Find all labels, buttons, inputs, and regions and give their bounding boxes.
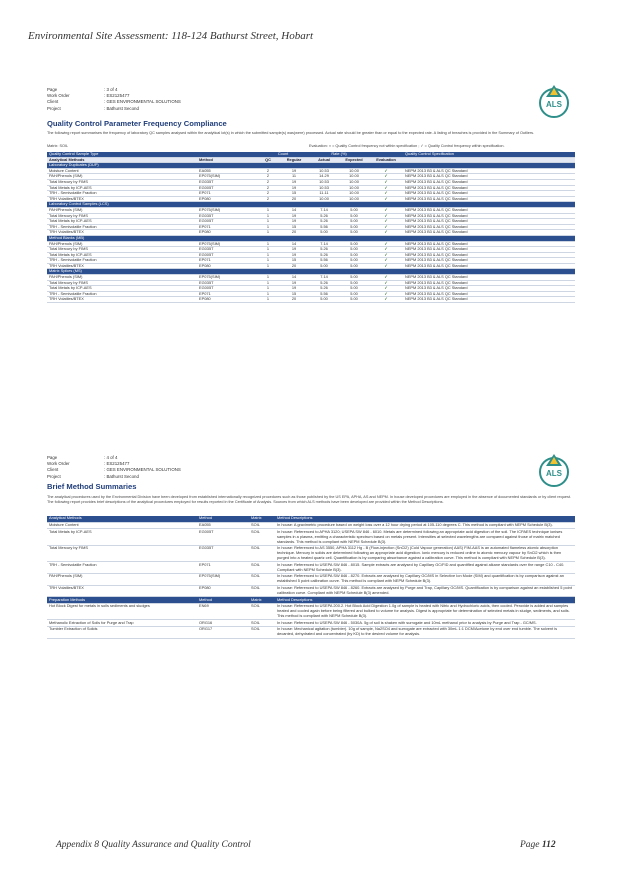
- method-description: In house: A gravimetric procedure based on weight loss over a 12 hour drying period at 105-110 degrees C. This method is compliant with NEPM Schedule B(3).: [275, 522, 575, 529]
- expected-rate: 10.00: [339, 179, 369, 185]
- table-row: [47, 522, 575, 529]
- method-description: In house: Referenced to USEPA SW 846 - 8260. Extracts are analysed by Purge and Trap, Capillary GC/MS. Quantification is by comparison against an established 5 point calibration curve. Compliant with NEPM Schedule B(3) amended.: [275, 585, 575, 597]
- qc-spec: NEPM 2013 B3 & ALS QC Standard: [403, 196, 575, 202]
- table-subheader-row: Analytical Methods Method QC Regular Actual Expected Evaluation: [47, 157, 575, 163]
- method-code: EG035T: [197, 247, 257, 253]
- analytical-method: PAH/Phenols (SIM): [47, 207, 197, 213]
- qc-spec: NEPM 2013 B3 & ALS QC Standard: [403, 280, 575, 286]
- page-title: Quality Control Parameter Frequency Compliance: [47, 119, 227, 128]
- table-row: [47, 297, 575, 303]
- qc-count: 1: [257, 275, 279, 281]
- matrix: SOIL: [249, 562, 275, 574]
- method-code: EP071: [197, 291, 257, 297]
- page-header: Environmental Site Assessment: 118-124 Bathurst Street, Hobart: [28, 30, 314, 42]
- meta-row: Project : Bathurst Second: [47, 105, 139, 111]
- method-code: EP080: [197, 263, 257, 269]
- analytical-method: TRH - Semivolatile Fraction: [47, 258, 197, 264]
- table-header-row: Quality Control Sample Type Count Rate (%) Quality Control Specification: [47, 152, 575, 157]
- check-icon: ✓: [369, 213, 403, 219]
- method-code: EG005T: [197, 252, 257, 258]
- report-meta: [47, 87, 181, 112]
- regular-count: 15: [279, 224, 309, 230]
- check-icon: ✓: [369, 252, 403, 258]
- qc-count: 2: [257, 179, 279, 185]
- analytical-method: Total Mercury by FIMS: [47, 213, 197, 219]
- intro-text: The analytical procedures used by the Environmental Division have been developed from established internationally recognized procedures such as those published by the US EPA, APHA, AS and NEPM. In house developed procedures are employed in the absence of documented standards or by client request. The following report provides brief descriptions of the analytical procedures employed for results reported in the Certificate of Analysis. Sources from which ALS methods have been developed are provided within the Method Descriptions.: [47, 495, 572, 504]
- matrix: SOIL: [249, 529, 275, 546]
- analytical-method: TRH Volatiles/BTEX: [47, 196, 197, 202]
- table-row: [47, 627, 575, 639]
- regular-count: 19: [279, 247, 309, 253]
- actual-rate: 11.11: [309, 191, 339, 197]
- method-header-row: Analytical Methods Method Matrix Method Descriptions: [47, 516, 575, 522]
- qc-spec: NEPM 2013 B3 & ALS QC Standard: [403, 224, 575, 230]
- analytical-method: PAH/Phenols (SIM): [47, 241, 197, 247]
- analytical-method: Total Mercury by FIMS: [47, 247, 197, 253]
- regular-count: 15: [279, 291, 309, 297]
- actual-rate: 5.26: [309, 247, 339, 253]
- method-code: EP080: [197, 297, 257, 303]
- table-row: [47, 620, 575, 627]
- table-row: [47, 562, 575, 574]
- method-description: In house: Referenced to USEPA SW 846 - 8015. Sample extracts are analysed by Capillary GC/FID and quantified against alkane standards over the range C10 - C40. Compliant with NEPM Schedule B(3).: [275, 562, 575, 574]
- expected-rate: 10.00: [339, 191, 369, 197]
- method-code: EP075(SIM): [197, 174, 257, 180]
- expected-rate: 5.00: [339, 230, 369, 236]
- method-code: EG035T: [197, 280, 257, 286]
- qc-spec: NEPM 2013 B3 & ALS QC Standard: [403, 174, 575, 180]
- method-code: EP075(SIM): [197, 275, 257, 281]
- method-name: TRH - Semivolatile Fraction: [47, 562, 197, 574]
- method-name: PAH/Phenols (SIM): [47, 573, 197, 585]
- qc-count: 2: [257, 196, 279, 202]
- regular-count: 19: [279, 252, 309, 258]
- actual-rate: 5.00: [309, 263, 339, 269]
- expected-rate: 5.00: [339, 224, 369, 230]
- expected-rate: 10.00: [339, 168, 369, 174]
- actual-rate: 5.26: [309, 286, 339, 292]
- expected-rate: 10.00: [339, 196, 369, 202]
- footer-left: Appendix 8 Quality Assurance and Quality Control: [56, 840, 251, 850]
- regular-count: 19: [279, 168, 309, 174]
- actual-rate: 14.29: [309, 174, 339, 180]
- analytical-method: Total Metals by ICP-AES: [47, 252, 197, 258]
- method-name: TRH Volatiles/BTEX: [47, 585, 197, 597]
- als-logo: [535, 83, 573, 119]
- matrix: SOIL: [249, 573, 275, 585]
- method-code: EA055: [197, 522, 249, 529]
- table-row: [47, 585, 575, 597]
- analytical-method: Total Mercury by FIMS: [47, 179, 197, 185]
- analytical-method: PAH/Phenols (SIM): [47, 275, 197, 281]
- qc-spec: NEPM 2013 B3 & ALS QC Standard: [403, 191, 575, 197]
- table-row: [47, 573, 575, 585]
- method-code: EP080: [197, 196, 257, 202]
- check-icon: ✓: [369, 207, 403, 213]
- expected-rate: 10.00: [339, 185, 369, 191]
- check-icon: ✓: [369, 179, 403, 185]
- method-code: EG005T: [197, 185, 257, 191]
- check-icon: ✓: [369, 185, 403, 191]
- actual-rate: 10.53: [309, 179, 339, 185]
- method-description: In house: Referenced to USEPA 200.2. Hot Block Acid Digestion 1.0g of sample is heated with Nitric and Hydrochloric acids, then cooled. Peroxide is added and samples heated and cooled again before being filtered and bulked to volume for analysis. Digest is appropriate for determination of selected metals in sludge, sediments, and soils. This method is compliant with NEPM Schedule B(3).: [275, 603, 575, 620]
- qc-spec: NEPM 2013 B3 & ALS QC Standard: [403, 252, 575, 258]
- actual-rate: 5.26: [309, 213, 339, 219]
- expected-rate: 5.00: [339, 219, 369, 225]
- analytical-method: TRH - Semivolatile Fraction: [47, 291, 197, 297]
- qc-spec: NEPM 2013 B3 & ALS QC Standard: [403, 179, 575, 185]
- regular-count: 15: [279, 191, 309, 197]
- meta-row: Client : GES ENVIRONMENTAL SOLUTIONS: [47, 467, 181, 473]
- method-name: Tumbler Extraction of Solids: [47, 627, 197, 639]
- check-icon: ✓: [369, 224, 403, 230]
- check-icon: ✓: [369, 263, 403, 269]
- matrix: SOIL: [249, 522, 275, 529]
- check-icon: ✓: [369, 174, 403, 180]
- expected-rate: 5.00: [339, 286, 369, 292]
- actual-rate: 10.53: [309, 168, 339, 174]
- method-code: EP075(SIM): [197, 241, 257, 247]
- table-row: [47, 545, 575, 562]
- qc-spec: NEPM 2013 B3 & ALS QC Standard: [403, 213, 575, 219]
- qc-section-row: Method Blanks (MB): [47, 235, 575, 241]
- actual-rate: 7.14: [309, 241, 339, 247]
- svg-text:ALS: ALS: [546, 100, 562, 109]
- qc-frequency-report: [47, 83, 575, 368]
- method-code: EP075(SIM): [197, 207, 257, 213]
- qc-spec: NEPM 2013 B3 & ALS QC Standard: [403, 207, 575, 213]
- method-description: In house: Referenced to APHA 3120; USEPA SW 846 - 6010. Metals are determined following an appropriate acid digestion of the soil. The ICPAES technique ionises samples in a plasma, emitting a characteristic spectrum based on metals present. Intensities at selected wavelengths are compared against those of matrix matched standards. This method is compliant with NEPM Schedule B(3).: [275, 529, 575, 546]
- page-title: Brief Method Summaries: [47, 482, 137, 491]
- check-icon: ✓: [369, 230, 403, 236]
- qc-spec: NEPM 2013 B3 & ALS QC Standard: [403, 241, 575, 247]
- qc-count: 1: [257, 230, 279, 236]
- qc-count: 1: [257, 297, 279, 303]
- analytical-method: TRH Volatiles/BTEX: [47, 297, 197, 303]
- check-icon: ✓: [369, 275, 403, 281]
- method-name: Methanolic Extraction of Soils for Purge and Trap: [47, 620, 197, 627]
- qc-count: 2: [257, 174, 279, 180]
- method-code: EG035T: [197, 179, 257, 185]
- check-icon: ✓: [369, 286, 403, 292]
- matrix: SOIL: [249, 620, 275, 627]
- method-description: In house: Mechanical agitation (tumbler). 10g of sample, Na2SO4 and surrogate are extracted with 30mL 1:1 DCM/Acetone by end over end tumble. The solvent is decanted, dehydrated and concentrated (by KD) to the desired volume for analysis.: [275, 627, 575, 639]
- regular-count: 19: [279, 219, 309, 225]
- method-name: Hot Block Digest for metals in soils sediments and sludges: [47, 603, 197, 620]
- expected-rate: 5.00: [339, 241, 369, 247]
- method-description: In house: Referenced to USEPA SW 846 - 8270. Extracts are analysed by Capillary GC/MS in Selective Ion Mode (SIM) and quantification is by comparison against an established 5 point calibration curve. This method is compliant with NEPM Schedule B(3).: [275, 573, 575, 585]
- matrix: SOIL: [249, 545, 275, 562]
- method-code: EP080: [197, 230, 257, 236]
- regular-count: 11: [279, 174, 309, 180]
- expected-rate: 5.00: [339, 207, 369, 213]
- qc-count: 2: [257, 191, 279, 197]
- check-icon: ✓: [369, 168, 403, 174]
- actual-rate: 10.00: [309, 196, 339, 202]
- matrix-label: Matrix: SOIL: [47, 144, 69, 148]
- method-code: EP080: [197, 585, 249, 597]
- check-icon: ✓: [369, 219, 403, 225]
- actual-rate: 5.56: [309, 224, 339, 230]
- qc-spec: NEPM 2013 B3 & ALS QC Standard: [403, 230, 575, 236]
- method-name: Total Mercury by FIMS: [47, 545, 197, 562]
- regular-count: 19: [279, 185, 309, 191]
- analytical-method: Total Metals by ICP-AES: [47, 185, 197, 191]
- qc-section-row: Laboratory Control Samples (LCS): [47, 202, 575, 208]
- analytical-method: Total Metals by ICP-AES: [47, 286, 197, 292]
- method-name: Total Metals by ICP-AES: [47, 529, 197, 546]
- expected-rate: 5.00: [339, 280, 369, 286]
- regular-count: 19: [279, 179, 309, 185]
- qc-count: 1: [257, 286, 279, 292]
- analytical-method: TRH Volatiles/BTEX: [47, 263, 197, 269]
- regular-count: 14: [279, 241, 309, 247]
- qc-count: 1: [257, 252, 279, 258]
- check-icon: ✓: [369, 191, 403, 197]
- qc-count: 1: [257, 258, 279, 264]
- qc-count: 1: [257, 213, 279, 219]
- actual-rate: 5.26: [309, 252, 339, 258]
- analytical-method: TRH - Semivolatile Fraction: [47, 224, 197, 230]
- qc-count: 1: [257, 219, 279, 225]
- method-code: EG005T: [197, 219, 257, 225]
- check-icon: ✓: [369, 258, 403, 264]
- method-code: EA055: [197, 168, 257, 174]
- expected-rate: 5.00: [339, 263, 369, 269]
- meta-row: Client : GES ENVIRONMENTAL SOLUTIONS: [47, 99, 181, 105]
- qc-section-row: Laboratory Duplicates (DUP): [47, 163, 575, 169]
- meta-row: Page : 4 of 4: [47, 455, 118, 460]
- regular-count: 20: [279, 263, 309, 269]
- method-code: EP071: [197, 258, 257, 264]
- method-code: EG035T: [197, 213, 257, 219]
- check-icon: ✓: [369, 280, 403, 286]
- qc-count: 2: [257, 185, 279, 191]
- actual-rate: 5.26: [309, 280, 339, 286]
- qc-count: 1: [257, 263, 279, 269]
- regular-count: 20: [279, 230, 309, 236]
- method-code: EG035T: [197, 545, 249, 562]
- check-icon: ✓: [369, 241, 403, 247]
- method-code: EG005T: [197, 286, 257, 292]
- report-meta: [47, 455, 181, 480]
- check-icon: ✓: [369, 196, 403, 202]
- expected-rate: 5.00: [339, 213, 369, 219]
- method-code: EP075(SIM): [197, 573, 249, 585]
- regular-count: 20: [279, 196, 309, 202]
- actual-rate: 5.56: [309, 291, 339, 297]
- actual-rate: 5.00: [309, 230, 339, 236]
- expected-rate: 5.00: [339, 275, 369, 281]
- actual-rate: 7.14: [309, 275, 339, 281]
- analytical-method: TRH - Semivolatile Fraction: [47, 191, 197, 197]
- matrix: SOIL: [249, 585, 275, 597]
- analytical-method: PAH/Phenols (SIM): [47, 174, 197, 180]
- expected-rate: 5.00: [339, 252, 369, 258]
- method-code: ORG17: [197, 627, 249, 639]
- expected-rate: 5.00: [339, 258, 369, 264]
- regular-count: 19: [279, 286, 309, 292]
- method-code: EP071: [197, 224, 257, 230]
- method-code: EN69: [197, 603, 249, 620]
- qc-count: 1: [257, 207, 279, 213]
- qc-spec: NEPM 2013 B3 & ALS QC Standard: [403, 297, 575, 303]
- actual-rate: 5.26: [309, 219, 339, 225]
- method-code: ORG16: [197, 620, 249, 627]
- actual-rate: 7.14: [309, 207, 339, 213]
- qc-spec: NEPM 2013 B3 & ALS QC Standard: [403, 258, 575, 264]
- qc-spec: NEPM 2013 B3 & ALS QC Standard: [403, 219, 575, 225]
- analytical-method: TRH Volatiles/BTEX: [47, 230, 197, 236]
- regular-count: 20: [279, 297, 309, 303]
- method-code: EG005T: [197, 529, 249, 546]
- qc-spec: NEPM 2013 B3 & ALS QC Standard: [403, 291, 575, 297]
- meta-row: Work Order : ES2125477: [47, 461, 130, 467]
- regular-count: 14: [279, 275, 309, 281]
- method-name: Moisture Content: [47, 522, 197, 529]
- method-summary-table: [47, 516, 575, 639]
- table-row: [47, 529, 575, 546]
- check-icon: ✓: [369, 247, 403, 253]
- qc-frequency-table: [47, 152, 575, 303]
- method-description: In house: Referenced to AS 3550, APHA 3112 Hg - B (Flow-injection (SnCl2) (Cold Vapour generation) AAS) FIM-AAS is an automated flameless atomic absorption technique. Mercury in solids are determined following an appropriate acid digestion. Ionic mercury is reduced online to atomic mercury vapour by SnCl2 which is then purged into a heated quartz cell. Quantification is by comparing absorbance against a calibration curve. This method is compliant with NEPM Schedule B(3).: [275, 545, 575, 562]
- method-summaries-report: [47, 452, 575, 772]
- regular-count: 19: [279, 280, 309, 286]
- als-logo: [535, 452, 573, 488]
- meta-row: Project : Bathurst Second: [47, 473, 139, 479]
- qc-count: 2: [257, 168, 279, 174]
- actual-rate: 5.56: [309, 258, 339, 264]
- check-icon: ✓: [369, 291, 403, 297]
- actual-rate: 10.53: [309, 185, 339, 191]
- matrix-legend-row: [47, 144, 575, 149]
- analytical-method: Moisture Content: [47, 168, 197, 174]
- expected-rate: 10.00: [339, 174, 369, 180]
- qc-count: 1: [257, 280, 279, 286]
- regular-count: 14: [279, 207, 309, 213]
- footer-page: Page 112: [520, 840, 556, 850]
- qc-spec: NEPM 2013 B3 & ALS QC Standard: [403, 185, 575, 191]
- method-header-row: Preparation Methods Method Matrix Method Descriptions: [47, 597, 575, 604]
- qc-spec: NEPM 2013 B3 & ALS QC Standard: [403, 263, 575, 269]
- expected-rate: 5.00: [339, 297, 369, 303]
- regular-count: 19: [279, 213, 309, 219]
- meta-row: Work Order : ES2125477: [47, 93, 130, 99]
- method-description: In house: Referenced to USEPA SW 846 - 5030A. 5g of soil is shaken with surrogate and 10mL methanol prior to analysis by Purge and Trap - GC/MS.: [275, 620, 575, 627]
- analytical-method: Total Mercury by FIMS: [47, 280, 197, 286]
- regular-count: 15: [279, 258, 309, 264]
- method-code: EP071: [197, 562, 249, 574]
- check-icon: ✓: [369, 297, 403, 303]
- qc-count: 1: [257, 241, 279, 247]
- table-row: [47, 603, 575, 620]
- expected-rate: 5.00: [339, 247, 369, 253]
- method-code: EP071: [197, 191, 257, 197]
- qc-spec: NEPM 2013 B3 & ALS QC Standard: [403, 275, 575, 281]
- actual-rate: 5.00: [309, 297, 339, 303]
- expected-rate: 5.00: [339, 291, 369, 297]
- qc-section-row: Matrix Spikes (MS): [47, 269, 575, 275]
- qc-count: 1: [257, 224, 279, 230]
- svg-text:ALS: ALS: [546, 469, 562, 478]
- qc-spec: NEPM 2013 B3 & ALS QC Standard: [403, 247, 575, 253]
- qc-spec: NEPM 2013 B3 & ALS QC Standard: [403, 286, 575, 292]
- qc-count: 1: [257, 291, 279, 297]
- analytical-method: Total Metals by ICP-AES: [47, 219, 197, 225]
- meta-row: Page : 3 of 4: [47, 87, 118, 92]
- matrix: SOIL: [249, 627, 275, 639]
- matrix: SOIL: [249, 603, 275, 620]
- qc-spec: NEPM 2013 B3 & ALS QC Standard: [403, 168, 575, 174]
- intro-text: The following report summarises the frequency of laboratory QC samples analysed within the analytical lot(s) in which the submitted sample(s) was(were) processed. Actual rate should be greater than or equal to the expected rate. A listing of breaches is provided in the Summary of Outliers.: [47, 131, 535, 135]
- evaluation-legend: Evaluation: × = Quality Control frequency not within specification ; ✓ = Quality Control frequency within specification.: [309, 144, 505, 148]
- qc-count: 1: [257, 247, 279, 253]
